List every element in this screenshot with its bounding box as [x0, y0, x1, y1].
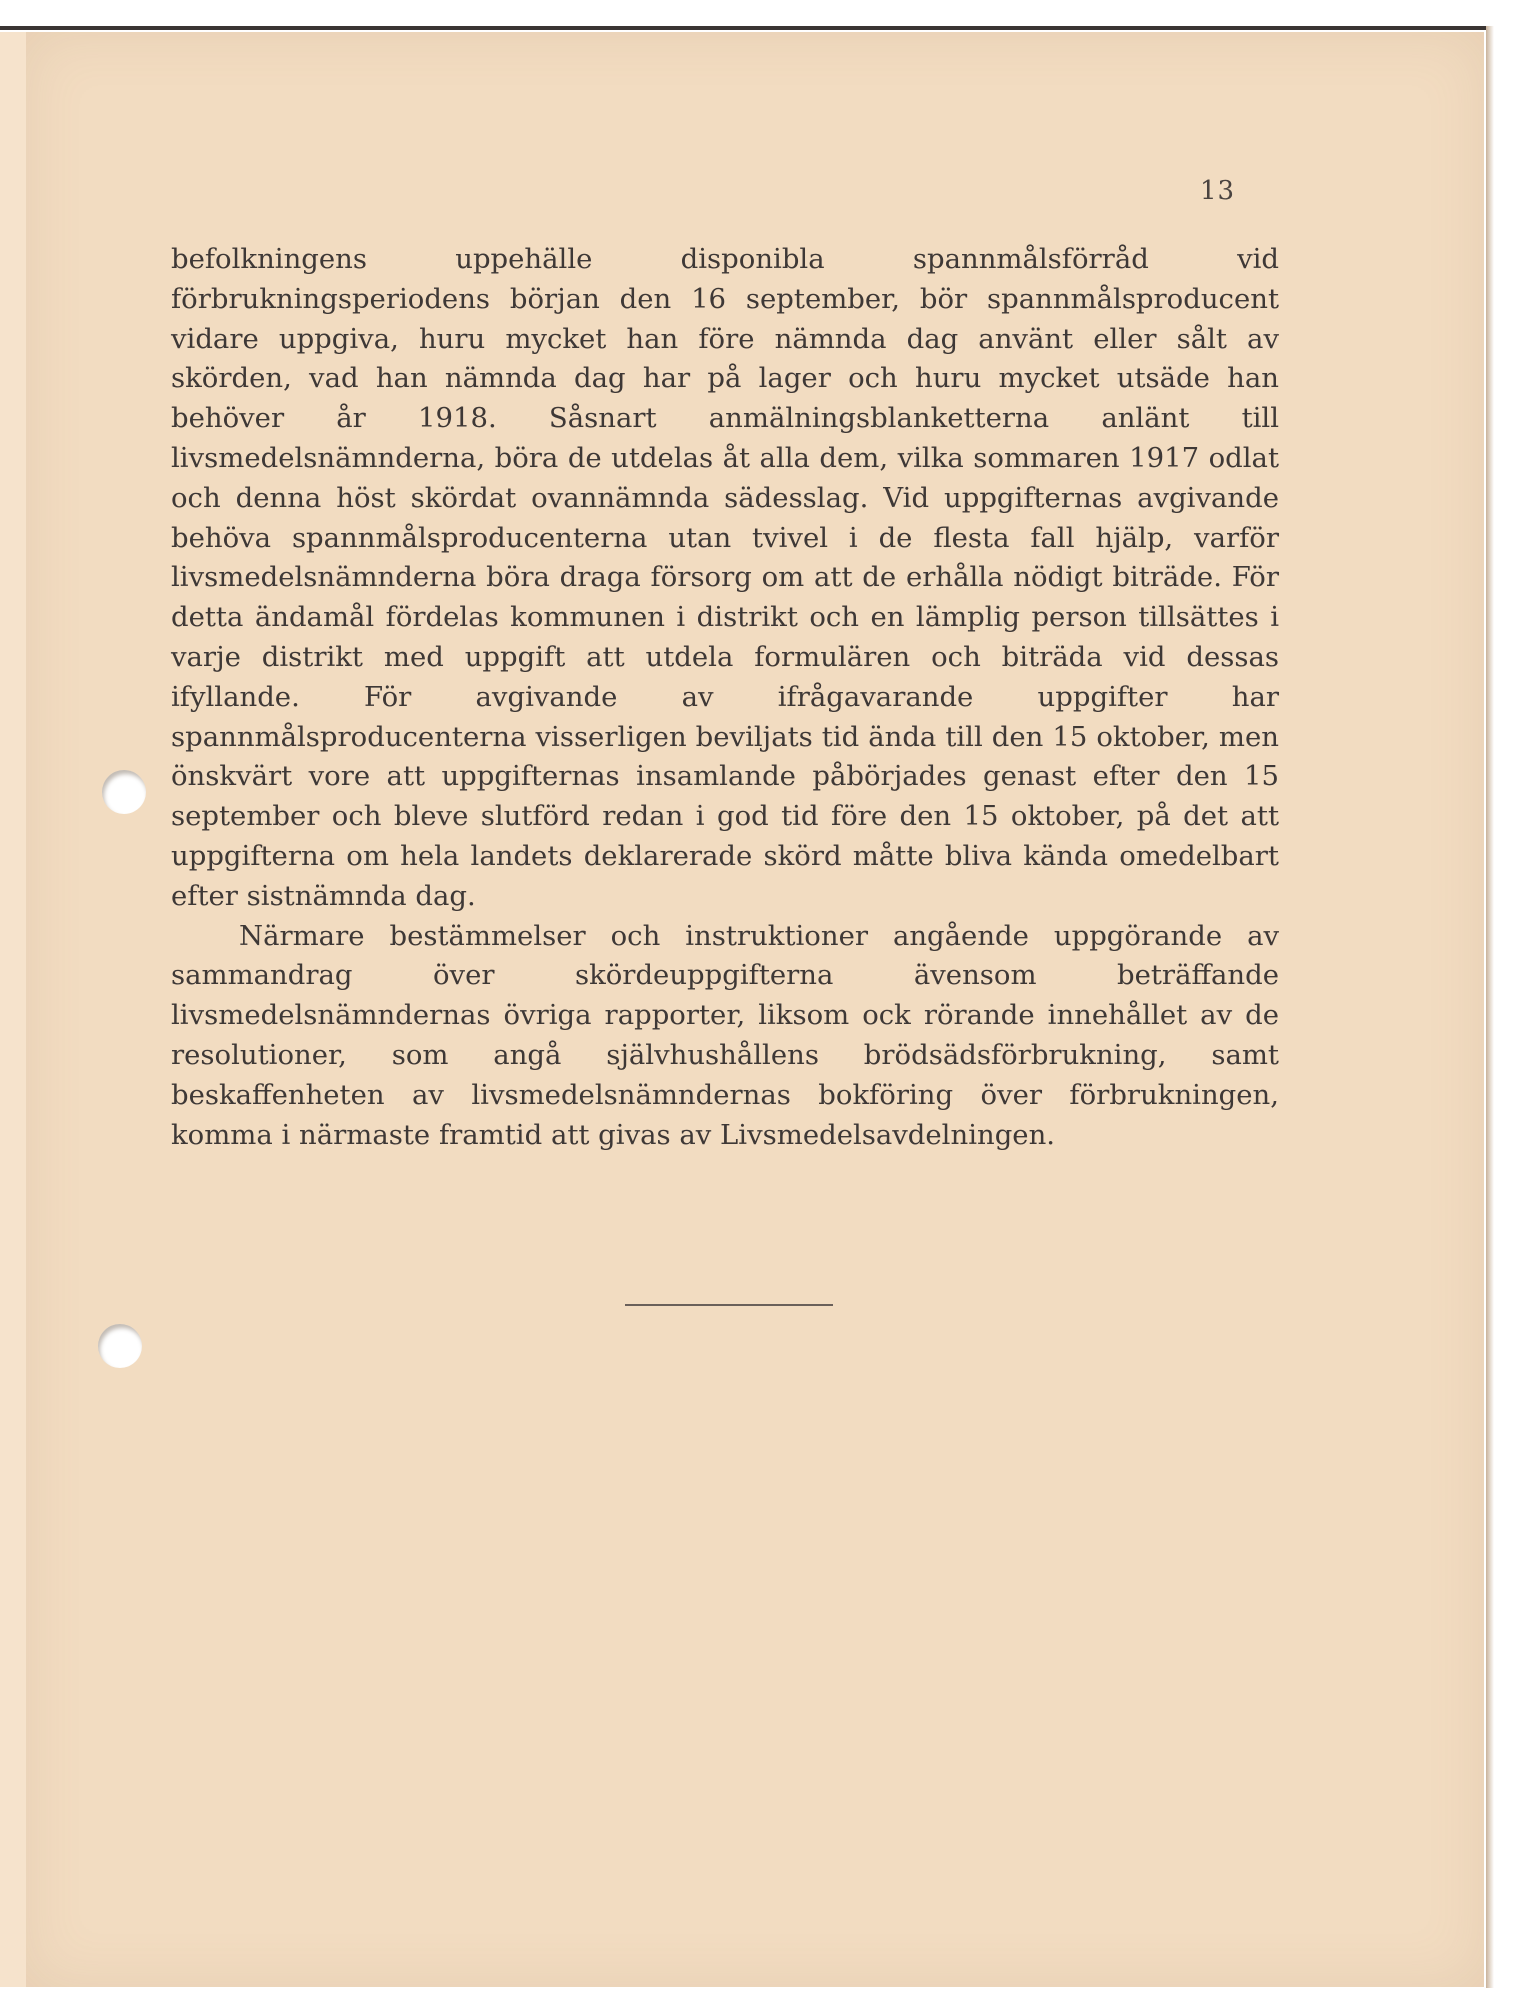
paragraph-1: befolkningens uppehälle disponibla spannmålsförråd vid förbrukningsperiodens början den 16 september, bör spannmålsproducent vidare uppgiva, huru mycket han före nämnda dag använt eller sålt av skörden, vad han nämnda dag har på lager och huru mycket utsäde han behöver år 1918. Såsnart anmälningsblanketterna anlänt till livsmedelsnämnderna, böra de utdelas åt alla dem, vilka sommaren 1917 odlat och denna höst skördat ovannämnda sädesslag. Vid uppgifternas avgivande behöva spannmålsproducenterna utan tvivel i de flesta fall hjälp, varför livsmedelsnämnderna böra draga försorg om att de erhålla nödigt biträde. För detta ändamål fördelas kommunen i distrikt och en lämplig person tillsättes i varje distrikt med uppgift att utdela formulären och biträda vid dessas ifyllande. För avgivande av ifrågavarande uppgifter har spannmålsproducenterna visserligen beviljats tid ända till den 15 oktober, men önskvärt vore att uppgifternas insamlande påbörjades genast efter den 15 september och bleve slutförd redan i god tid före den 15 oktober, på det att uppgifterna om hela landets deklarerade skörd måtte bliva kända omedelbart efter sistnämnda dag. — [171, 243, 1279, 912]
punch-hole-icon — [98, 1324, 142, 1368]
page-number: 13 — [1200, 176, 1236, 206]
paragraph-2: Närmare bestämmelser och instruktioner angående uppgörande av sammandrag över skördeuppgifterna ävensom beträffande livsmedelsnämndernas övriga rapporter, liksom ock rörande innehållet av de resolutioner, som angå självhushållens brödsädsförbrukning, samt beskaffenheten av livsmedelsnämndernas bokföring över förbrukningen, komma i närmaste framtid att givas av Livsmedelsavdelningen. — [171, 919, 1279, 1151]
horizontal-rule — [625, 1304, 833, 1306]
page-right-edge — [1486, 26, 1494, 1988]
page-top-edge — [0, 26, 1490, 30]
page-binding-edge — [0, 32, 28, 1987]
punch-hole-icon — [102, 770, 146, 814]
document-body — [171, 240, 1279, 1155]
